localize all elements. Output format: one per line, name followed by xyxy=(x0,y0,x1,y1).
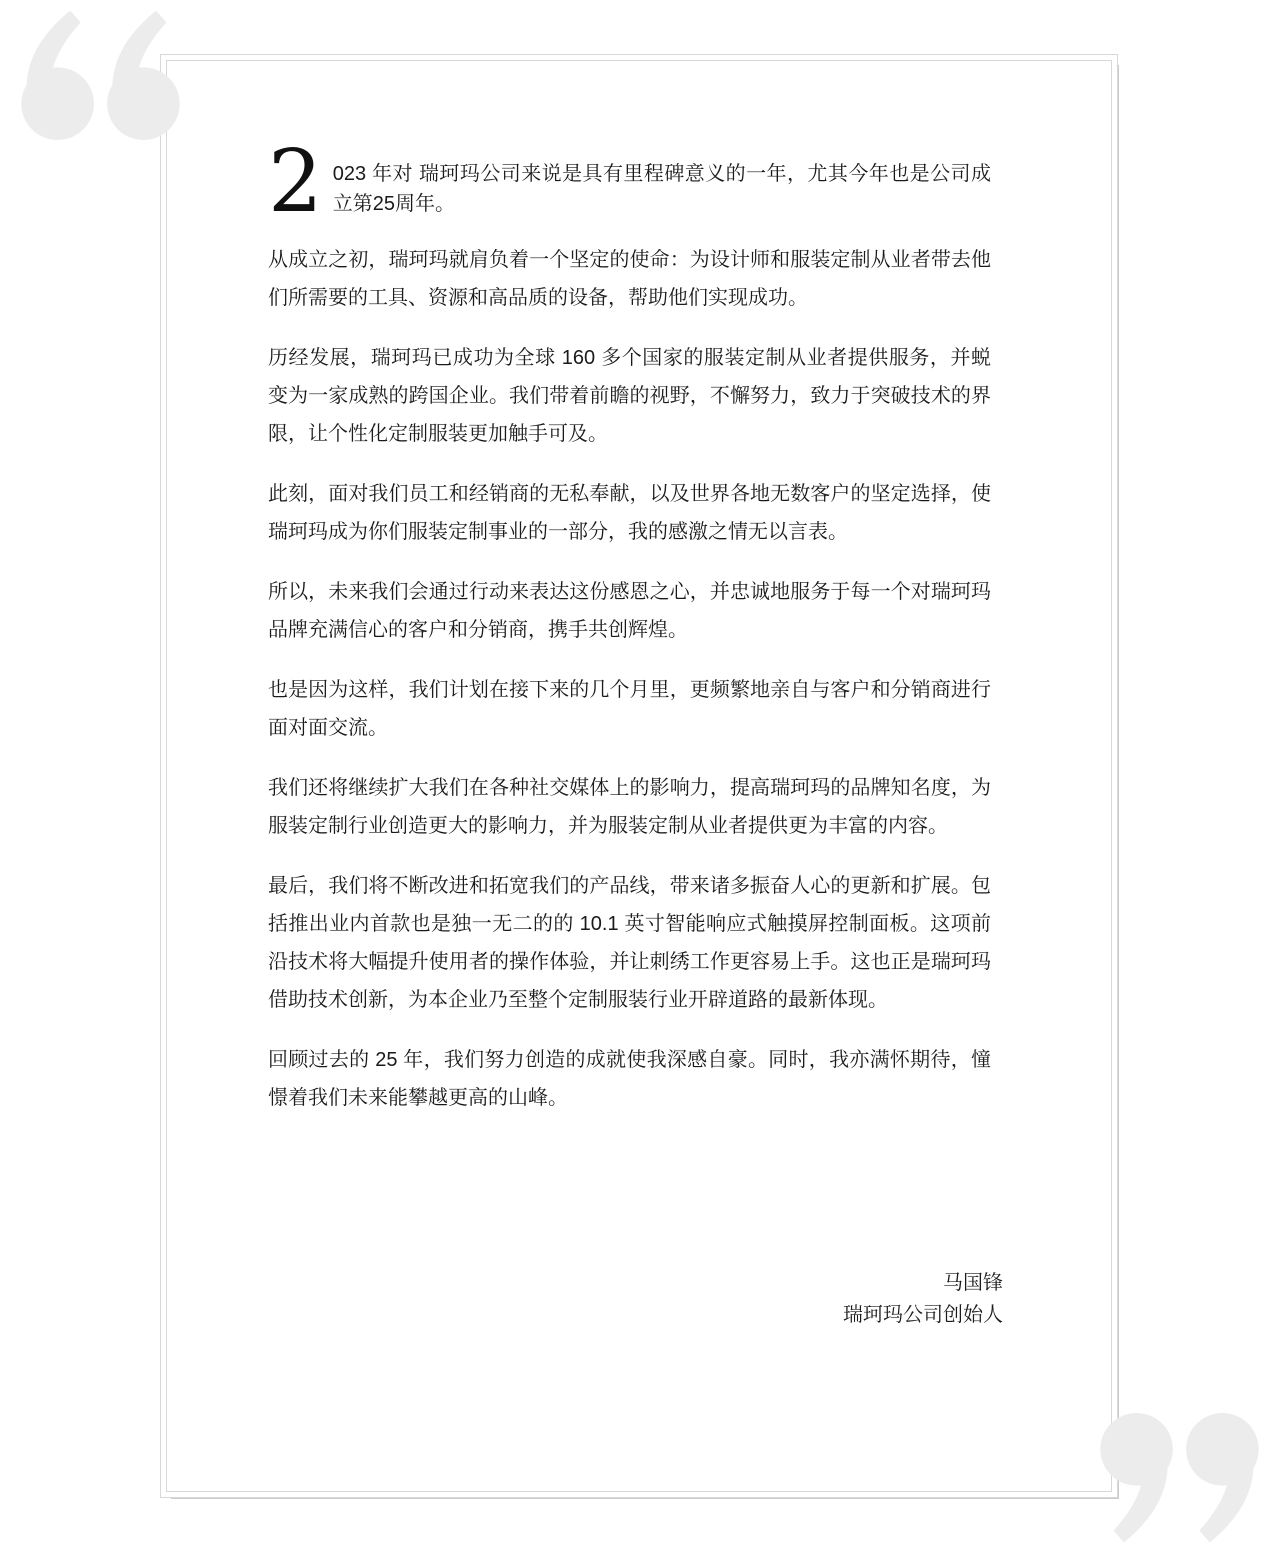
intro-text: 023 年对 瑞珂玛公司来说是具有里程碑意义的一年，尤其今年也是公司成立第25周年。 xyxy=(332,163,991,215)
paragraph: 历经发展，瑞珂玛已成功为全球 160 多个国家的服装定制从业者提供服务，并蜕变为一家成熟的跨国企业。我们带着前瞻的视野，不懈努力，致力于突破技术的界限，让个性化定制服装更加触手可及。 xyxy=(268,347,991,445)
paragraph: 最后，我们将不断改进和拓宽我们的产品线，带来诸多振奋人心的更新和扩展。包括推出业内首款也是独一无二的的 10.1 英寸智能响应式触摸屏控制面板。这项前沿技术将大幅提升使用者的操作体验，并让刺绣工作更容易上手。这也正是瑞珂玛借助技术创新，为本企业乃至整个定制服装行业开辟道路的最新体现。 xyxy=(268,875,991,1011)
paragraph: 也是因为这样，我们计划在接下来的几个月里，更频繁地亲自与客户和分销商进行面对面交流。 xyxy=(268,679,991,739)
signature-title: 瑞珂玛公司创始人 xyxy=(843,1304,1003,1326)
paragraph: 所以，未来我们会通过行动来表达这份感恩之心，并忠诚地服务于每一个对瑞珂玛品牌充满信心的客户和分销商，携手共创辉煌。 xyxy=(268,581,991,641)
letter-page xyxy=(160,54,1118,1498)
paragraph: 从成立之初，瑞珂玛就肩负着一个坚定的使命：为设计师和服装定制从业者带去他们所需要的工具、资源和高品质的设备，帮助他们实现成功。 xyxy=(268,249,991,309)
paragraph: 回顾过去的 25 年，我们努力创造的成就使我深感自豪。同时，我亦满怀期待，憧憬着我们未来能攀越更高的山峰。 xyxy=(268,1049,991,1109)
signature-block xyxy=(268,1267,1003,1331)
drop-cap: 2 xyxy=(268,132,323,232)
paragraph: 此刻，面对我们员工和经销商的无私奉献，以及世界各地无数客户的坚定选择，使瑞珂玛成为你们服装定制事业的一部分，我的感激之情无以言表。 xyxy=(268,483,991,543)
letter-body xyxy=(161,55,1117,1331)
signature-name: 马国锋 xyxy=(943,1272,1003,1294)
paragraph: 我们还将继续扩大我们在各种社交媒体上的影响力，提高瑞珂玛的品牌知名度，为服装定制行业创造更大的影响力，并为服装定制从业者提供更为丰富的内容。 xyxy=(268,777,991,837)
intro-paragraph xyxy=(268,132,991,232)
close-quote-icon xyxy=(1095,1413,1260,1545)
